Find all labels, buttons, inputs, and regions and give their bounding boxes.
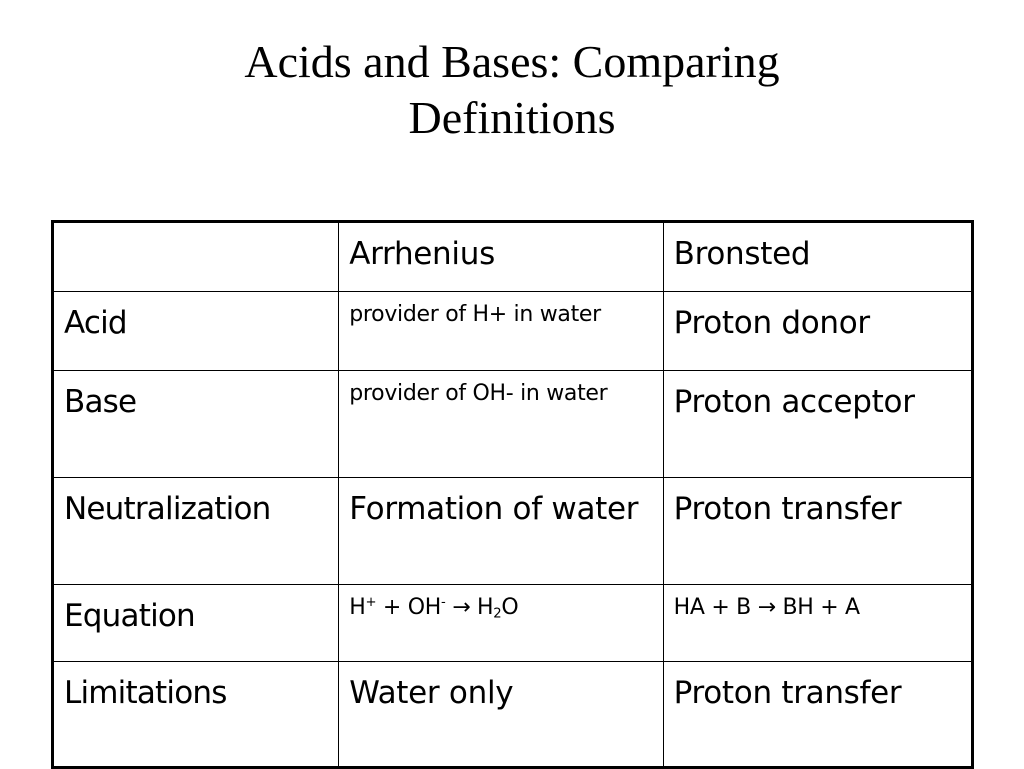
eq-arrow: →: [445, 595, 478, 620]
neutralization-arrhenius-cell: Formation of water: [339, 478, 663, 585]
equation-arrhenius-cell: [339, 585, 663, 662]
slide-title-line-2: Definitions: [408, 92, 616, 143]
table-row-acid: [53, 292, 973, 371]
eq-oh-charge: -: [441, 595, 446, 611]
eq-oh: OH: [407, 595, 442, 620]
base-bronsted-cell: Proton acceptor: [663, 371, 972, 478]
table-row-equation: [53, 585, 973, 662]
comparison-table: [51, 220, 974, 769]
table-row-limitations: [53, 662, 973, 768]
slide-title-line-1: Acids and Bases: Comparing: [244, 36, 780, 87]
eq-o: O: [501, 595, 519, 620]
slide-title: [0, 34, 1024, 146]
row-label-base: Base: [53, 371, 339, 478]
acid-bronsted-cell: Proton donor: [663, 292, 972, 371]
header-arrhenius: Arrhenius: [339, 222, 663, 292]
limitations-arrhenius-cell: Water only: [339, 662, 663, 768]
table-header-row: [53, 222, 973, 292]
row-label-equation: Equation: [53, 585, 339, 662]
equation-bronsted-cell: HA + B → BH + A: [663, 585, 972, 662]
base-arrhenius-cell: provider of OH- in water: [339, 371, 663, 478]
eq-h2: H: [477, 595, 494, 620]
acid-arrhenius-cell: provider of H+ in water: [339, 292, 663, 371]
eq-h2-subscript: 2: [493, 606, 502, 622]
header-blank-cell: [53, 222, 339, 292]
eq-h: H: [349, 595, 366, 620]
table-row-neutralization: [53, 478, 973, 585]
neutralization-bronsted-cell: Proton transfer: [663, 478, 972, 585]
header-bronsted: Bronsted: [663, 222, 972, 292]
eq-h-charge: +: [365, 595, 377, 611]
eq-plus: +: [376, 595, 408, 620]
table-row-base: [53, 371, 973, 478]
row-label-neutralization: Neutralization: [53, 478, 339, 585]
row-label-acid: Acid: [53, 292, 339, 371]
limitations-bronsted-cell: Proton transfer: [663, 662, 972, 768]
row-label-limitations: Limitations: [53, 662, 339, 768]
